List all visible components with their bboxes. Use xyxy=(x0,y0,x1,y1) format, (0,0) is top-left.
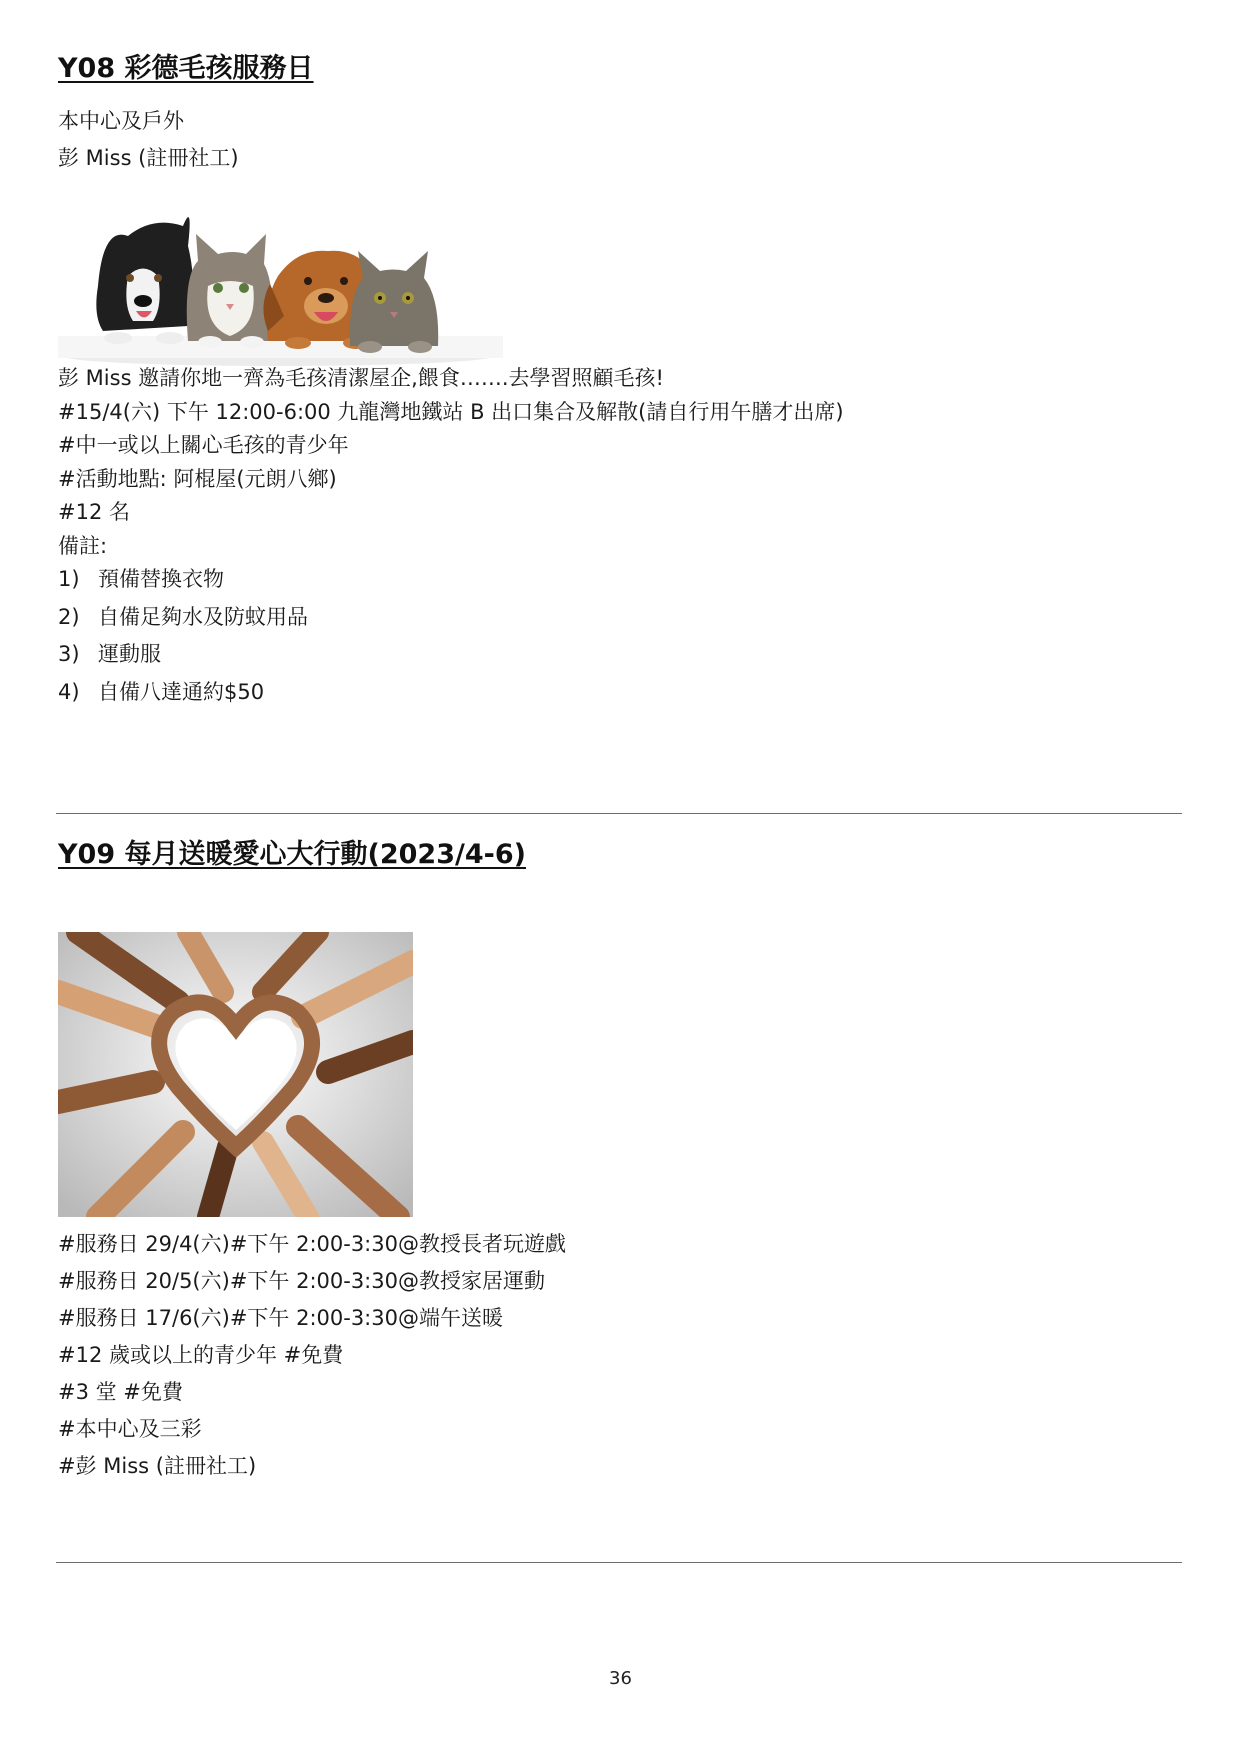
remark-text: 運動服 xyxy=(98,642,161,666)
contact-text: 彭 Miss (註冊社工) xyxy=(58,146,239,170)
remarks-list xyxy=(58,561,308,711)
y08-remarks-label: 備註: xyxy=(58,534,108,558)
pets-image xyxy=(58,206,503,366)
hands-heart-image xyxy=(58,932,413,1217)
remark-number: 4) xyxy=(58,679,80,704)
page-number: 36 xyxy=(609,1668,632,1689)
y09-venue-text: #本中心及三彩 xyxy=(58,1417,202,1441)
remark-text: 自備八達通約$50 xyxy=(98,679,265,704)
y09-service-day-3: #服務日 17/6(六)#下午 2:00-3:30@端午送暖 xyxy=(58,1306,503,1330)
remark-number: 3) xyxy=(58,642,80,666)
y08-location-text: #活動地點: 阿棍屋(元朗八鄉) xyxy=(58,467,337,491)
y08-date-text: #15/4(六) 下午 12:00-6:00 九龍灣地鐵站 B 出口集合及解散(請自行用午膳才出席) xyxy=(58,400,844,424)
y09-target-text: #12 歲或以上的青少年 #免費 xyxy=(58,1343,344,1367)
remark-text: 預備替換衣物 xyxy=(98,567,224,591)
remark-text: 自備足夠水及防蚊用品 xyxy=(98,604,308,629)
y08-intro-text: 彭 Miss 邀請你地一齊為毛孩清潔屋企,餵食…….去學習照顧毛孩! xyxy=(58,366,664,390)
remark-number: 1) xyxy=(58,567,80,591)
section-divider xyxy=(56,813,1182,814)
y08-target-text: #中一或以上關心毛孩的青少年 xyxy=(58,433,349,457)
remark-item xyxy=(58,599,308,637)
remark-item xyxy=(58,674,308,712)
dog-figure xyxy=(96,217,193,344)
section-title-y08: Y08 彩德毛孩服務日 xyxy=(58,53,314,84)
section-title-y09: Y09 每月送暖愛心大行動(2023/4-6) xyxy=(58,839,526,870)
venue-text: 本中心及戶外 xyxy=(58,109,184,133)
remark-item xyxy=(58,636,308,674)
remark-item xyxy=(58,561,308,599)
y09-service-day-1: #服務日 29/4(六)#下午 2:00-3:30@教授長者玩遊戲 xyxy=(58,1232,566,1256)
y09-service-day-2: #服務日 20/5(六)#下午 2:00-3:30@教授家居運動 xyxy=(58,1269,545,1293)
section-divider xyxy=(56,1562,1182,1563)
cat-figure-3 xyxy=(350,251,438,353)
y08-quota-text: #12 名 xyxy=(58,500,130,524)
cat-figure-1 xyxy=(187,234,272,348)
y09-sessions-text: #3 堂 #免費 xyxy=(58,1380,183,1404)
y09-contact-text: #彭 Miss (註冊社工) xyxy=(58,1454,257,1478)
remark-number: 2) xyxy=(58,604,80,629)
